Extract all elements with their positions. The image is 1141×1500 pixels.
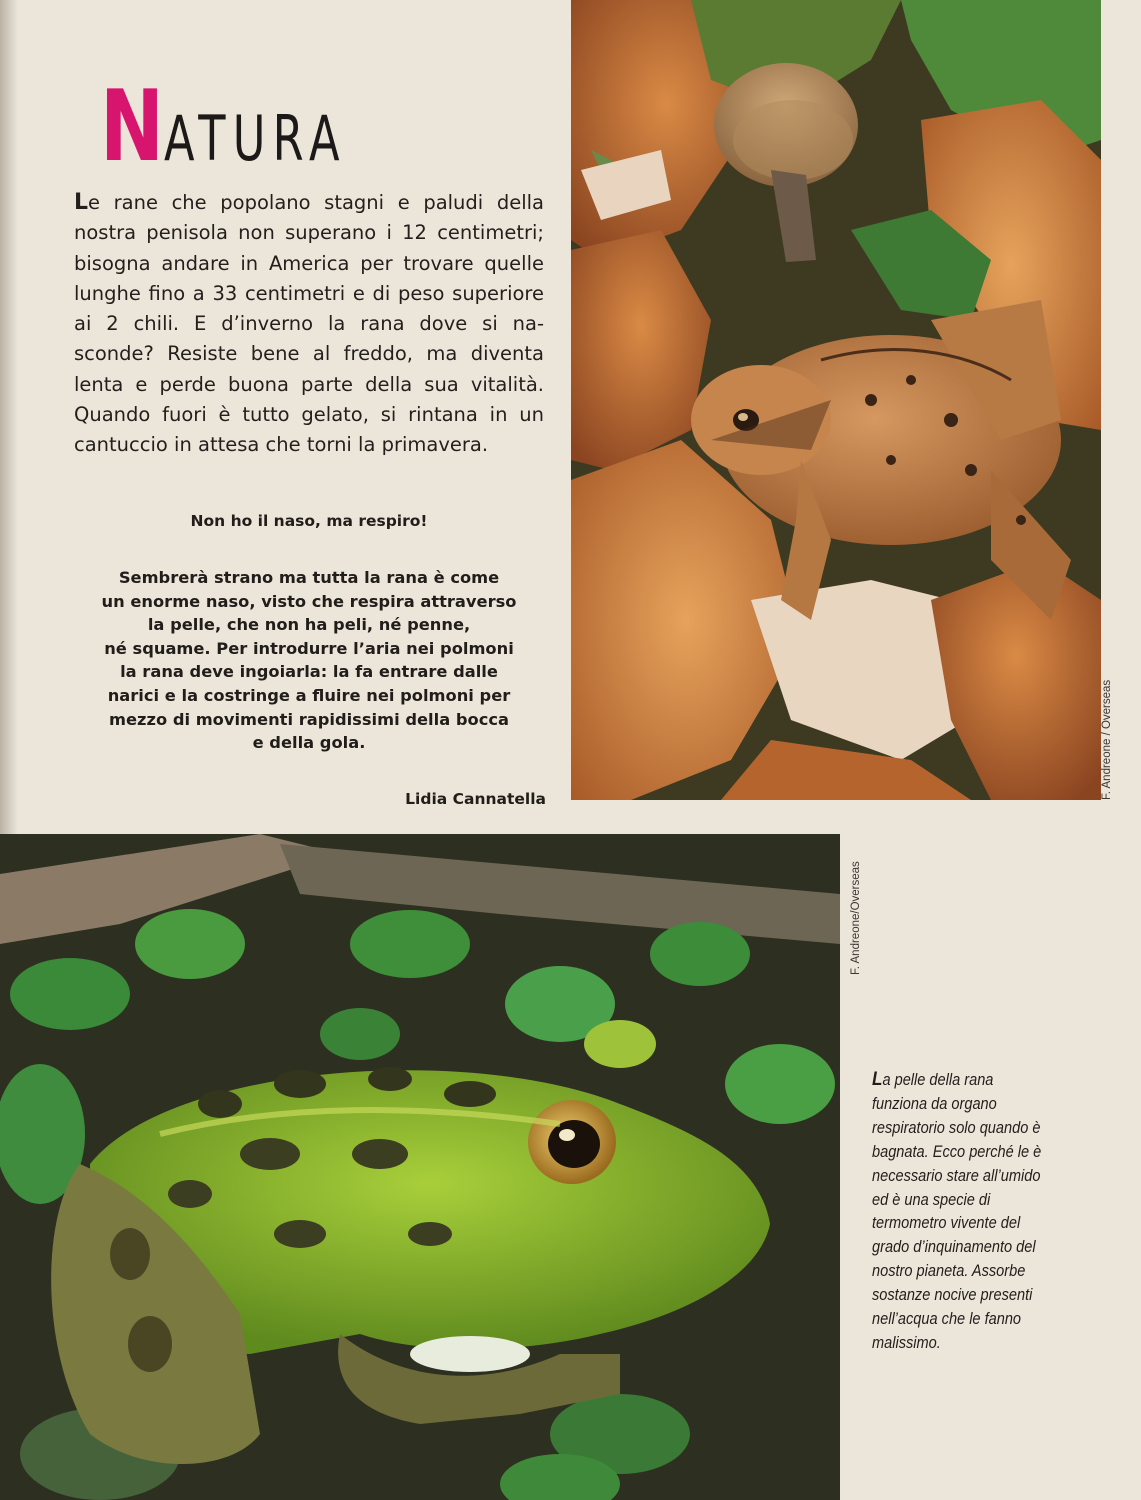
caption-dropcap: L — [872, 1069, 883, 1090]
photo-credit-bottom: F. Andreone/Overseas — [850, 861, 862, 975]
intro-dropcap: L — [74, 190, 89, 215]
author-byline: Lidia Cannatella — [405, 790, 546, 808]
body-paragraph: Sembrerà strano ma tutta la rana è come un enorme naso, visto che respira attraverso la pelle, che non ha peli, né penne, né squame. Per introdurre l’aria nei polmoni la rana deve ingoiarla: la fa entrare dalle narici e la costringe a fluire nei polmoni per mezzo di movimenti rapidissimi della bocca e della gola. — [101, 568, 517, 753]
caption-text: a pelle della rana funziona da organo respiratorio solo quando è bagnata. Ecco perché le è necessario stare all’umido ed è una specie di termometro vivente del grado d’inquinamento del nostro pianeta. Assorbe sostanze nocive presenti nell’acqua che le fanno malissimo. — [872, 1071, 1042, 1352]
photo-credit-top: F. Andreone / Overseas — [1101, 679, 1113, 800]
photo-caption — [872, 1068, 1052, 1356]
intro-paragraph — [74, 188, 544, 461]
photo-green-frog — [0, 834, 840, 1500]
title-initial: N — [100, 70, 164, 184]
intro-text: e rane che popolano stagni e paludi della nostra penisola non superano i 12 centimetri; bisogna andare in America per trovare quelle lunghe fino a 33 centimetri e di peso superiore ai 2 chili. E d’inverno la rana dove si na-sconde? Resiste bene al freddo, ma diventa lenta e perde buona parte della sua vitalità. Quando fuori è tutto gelato, si rintana in un cantuccio in attesa che torni la primavera. — [74, 191, 544, 457]
subheading: Non ho il naso, ma respiro! — [190, 512, 428, 530]
title-rest: ATURA — [164, 102, 347, 175]
photo-brown-frog-leaves — [571, 0, 1101, 800]
section-title — [100, 70, 418, 184]
